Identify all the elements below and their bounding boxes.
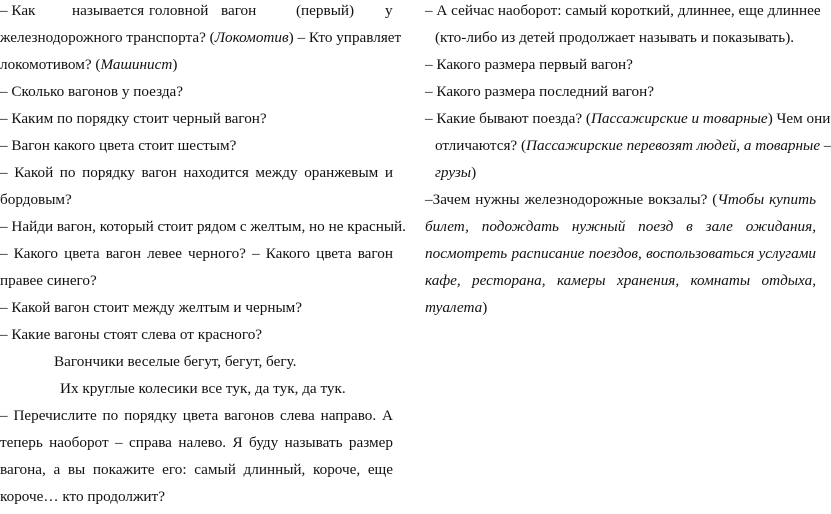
answer-italic: Машинист [100, 56, 173, 73]
answer-italic: билет, подождать нужный поезд в зале ожидания, [425, 218, 816, 235]
question-left-of-black-line2: правее синего? [0, 272, 97, 289]
question-train-types: – Какие бывают поезда? (Пассажирские и товарные) Чем они [425, 110, 831, 127]
question-stations-line5: туалета) [425, 299, 488, 316]
question-colors-order-line2: теперь наоборот – справа налево. Я буду называть размер [0, 434, 393, 451]
answer-italic: Пассажирские и товарные [590, 110, 768, 127]
question-car-count: – Сколько вагонов у поезда? [0, 83, 184, 100]
poem-line-2: Их круглые колесики все тук, да тук, да тук. [60, 380, 346, 397]
question-left-of-red: – Какие вагоны стоят слева от красного? [0, 326, 263, 343]
question-near-yellow: – Найди вагон, который стоит рядом с желтым, но не красный. [0, 218, 406, 235]
answer-italic: туалета [425, 299, 483, 316]
question-left-of-black: – Какого цвета вагон левее черного? – Какого цвета вагон [0, 245, 393, 262]
question-head-car-line2: железнодорожного транспорта? (Локомотив) – Кто управляет [0, 29, 402, 46]
question-colors-order-line4: короче… кто продолжит? [0, 488, 165, 505]
question-sixth-car: – Вагон какого цвета стоит шестым? [0, 137, 237, 154]
question-head-car-line3: локомотивом? (Машинист) [0, 56, 178, 73]
word: – Как [0, 2, 36, 19]
poem-line-1: Вагончики веселые бегут, бегут, бегу. [54, 353, 297, 370]
question-colors-order: – Перечислите по порядку цвета вагонов слева направо. А [0, 407, 393, 424]
question-yellow-black: – Какой вагон стоит между желтым и черным? [0, 299, 303, 316]
reverse-order-line2: (кто-либо из детей продолжает называть и показывать). [435, 29, 795, 46]
word: называется [72, 2, 145, 19]
answer-italic: посмотреть расписание поездов, воспользоваться услугами [425, 245, 816, 262]
word: головной [149, 2, 209, 19]
answer-italic: Чтобы купить [717, 191, 816, 208]
question-stations-line4 [425, 272, 816, 290]
question-train-types-line3: грузы) [435, 164, 477, 181]
answer-italic: грузы [435, 164, 472, 181]
answer-italic: Локомотив [214, 29, 289, 46]
question-stations-line3 [425, 245, 816, 263]
answer-italic: кафе, ресторана, камеры хранения, комнаты отдыха, [425, 272, 816, 289]
question-orange-burgundy-line2: бордовым? [0, 191, 72, 208]
word: (первый) [296, 2, 355, 19]
question-first-car-size: – Какого размера первый вагон? [425, 56, 633, 73]
word: вагон [221, 2, 257, 19]
answer-italic: Пассажирские перевозят людей, а товарные – [526, 137, 831, 154]
word: у [385, 2, 393, 19]
question-stations-line2 [425, 218, 816, 236]
question-black-car: – Каким по порядку стоит черный вагон? [0, 110, 267, 127]
question-last-car-size: – Какого размера последний вагон? [425, 83, 654, 100]
question-train-types-line2: отличаются? (Пассажирские перевозят людей, а товарные – [435, 137, 831, 154]
question-orange-burgundy: – Какой по порядку вагон находится между оранжевым и [0, 164, 393, 181]
question-stations: –Зачем нужны железнодорожные вокзалы? (Чтобы купить [425, 191, 816, 208]
question-colors-order-line3: вагона, а вы покажите его: самый длинный, короче, еще [0, 461, 393, 478]
reverse-order-line1: – А сейчас наоборот: самый короткий, длиннее, еще длиннее [425, 2, 821, 19]
